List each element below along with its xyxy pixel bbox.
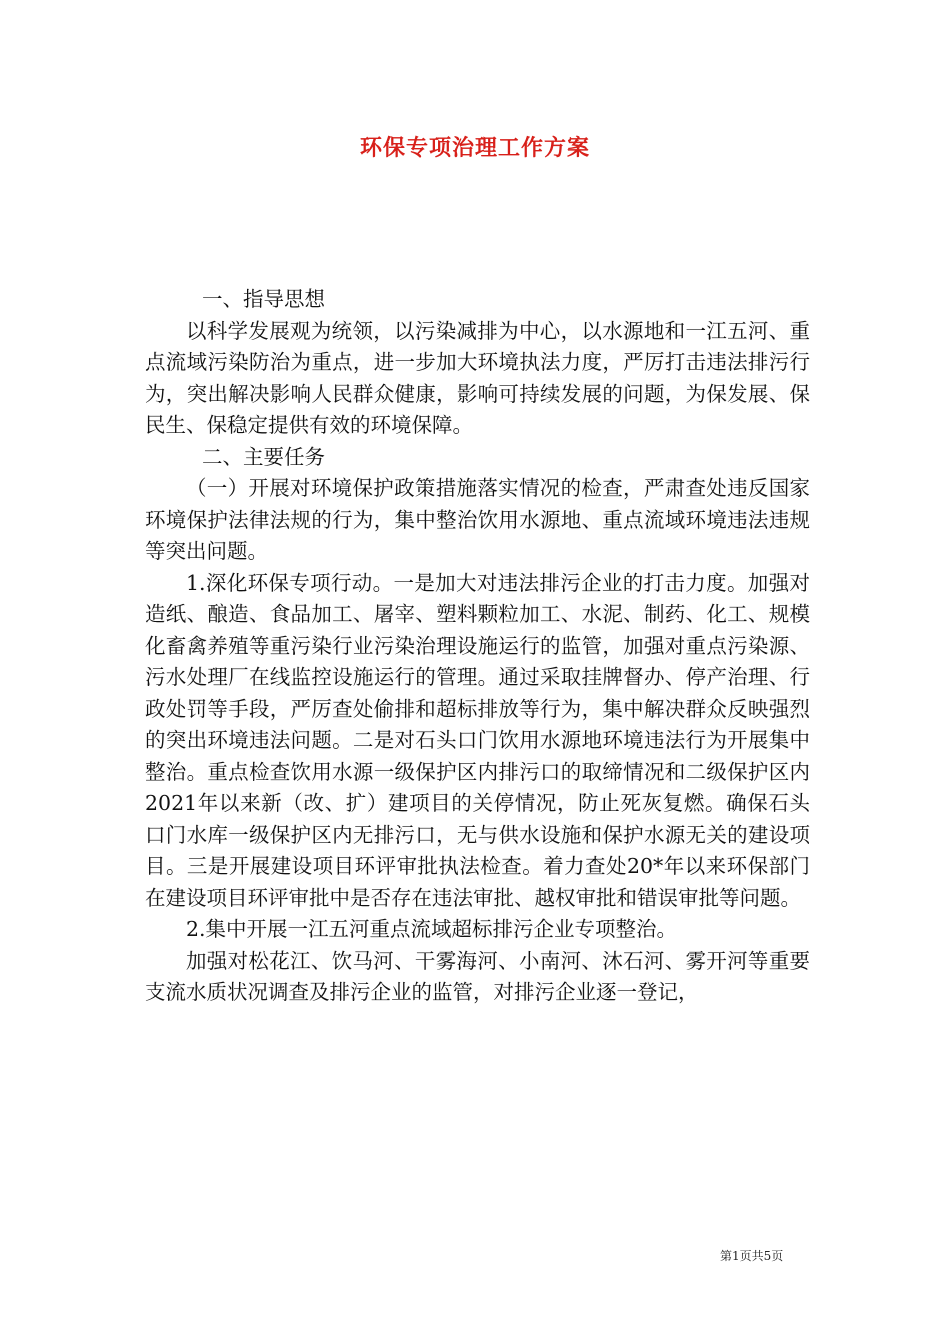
section-heading: 二、主要任务 <box>202 444 325 469</box>
paragraph: 以科学发展观为统领，以污染减排为中心，以水源地和一江五河、重点流域污染防治为重点，进一步加大环境执法力度，严厉打击违法排污行为，突出解决影响人民群众健康，影响可持续发展的问题，为保发展、保民生、保稳定提供有效的环境保障。 <box>145 318 810 437</box>
paragraph: 2.集中开展一江五河重点流域超标排污企业专项整治。 <box>186 917 678 941</box>
document-body <box>145 284 810 1009</box>
paragraph: 1.深化环保专项行动。一是加大对违法排污企业的打击力度。加强对造纸、酿造、食品加工、屠宰、塑料颗粒加工、水泥、制药、化工、规模化畜禽养殖等重污染行业污染治理设施运行的监管，加强对重点污染源、污水处理厂在线监控设施运行的管理。通过采取挂牌督办、停产治理、行政处罚等手段，严厉查处偷排和超标排放等行为，集中解决群众反映强烈的突出环境违法问题。二是对石头口门饮用水源地环境违法行为开展集中整治。重点检查饮用水源一级保护区内排污口的取缔情况和二级保护区内2021年以来新（改、扩）建项目的关停情况，防止死灰复燃。确保石头口门水库一级保护区内无排污口，无与供水设施和保护水源无关的建设项目。三是开展建设项目环评审批执法检查。着力查处20*年以来环保部门在建设项目环评审批中是否存在违法审批、越权审批和错误审批等问题。 <box>145 570 810 910</box>
page-number: 第1页共5页 <box>720 1249 784 1263</box>
page-title: 环保专项治理工作方案 <box>359 135 590 161</box>
paragraph: 加强对松花江、饮马河、干雾海河、小南河、沐石河、雾开河等重要支流水质状况调查及排污企业的监管，对排污企业逐一登记， <box>145 948 810 1004</box>
section-heading: 一、指导思想 <box>202 287 325 311</box>
paragraph: （一）开展对环境保护政策措施落实情况的检查，严肃查处违反国家环境保护法律法规的行为，集中整治饮用水源地、重点流域环境违法违规等突出问题。 <box>145 476 810 563</box>
